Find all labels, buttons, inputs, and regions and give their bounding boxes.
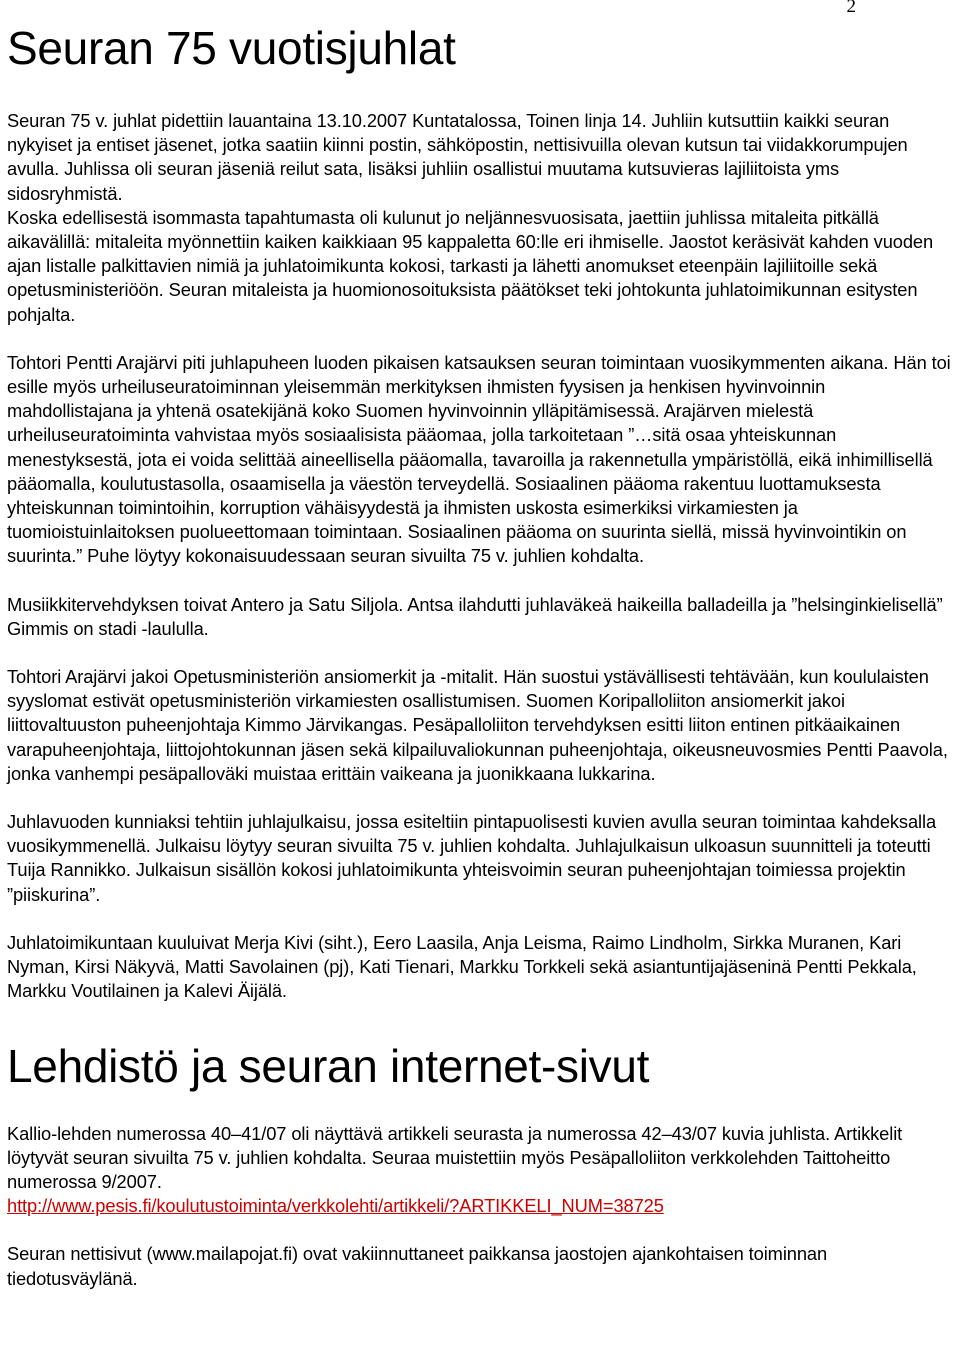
paragraph: Seuran nettisivut (www.mailapojat.fi) ovat vakiinnuttaneet paikkansa jaostojen ajankohtaisen toiminnan tiedotusväylänä. (7, 1243, 828, 1289)
section-heading-press: Lehdistö ja seuran internet-sivut (7, 1039, 650, 1092)
section-heading-anniversary: Seuran 75 vuotisjuhlat (7, 22, 456, 74)
paragraph: Tohtori Pentti Arajärvi piti juhlapuheen luoden pikaisen katsauksen seuran toimintaan vuosikymmenten aikana. Hän toi esille myös urheiluseuratoiminnan yleisemmän merkityksen ihmisten fyysisen ja henkisen hyvinvoinnin mahdollistajana ja yhtenä osatekijänä koko Suomen hyvinvoinnin ylläpitämisessä. Arajärven mielestä urheiluseuratoiminta vahvistaa myös sosiaalisista pääomaa, jolla tarkoitetaan ”…sitä osaa yhteiskunnan menestyksestä, jota ei voida selittää aineellisella pääomalla, tavaroilla ja rakennetulla ympäristöllä, eikä inhimillisellä pääomalla, koulutustasolla, osaamisella ja väestön terveydellä. Sosiaalinen pääoma rakentuu luottamuksesta yhteiskunnan toimintoihin, korruption vähäisyydestä ja ihmisten uskosta esimerkiksi virkamiesten ja tuomioistuinlaitoksen puolueettomaan toimintaan. Sosiaalinen pääoma on suurinta siellä, missä hyvinvointikin on suurinta.” Puhe löytyy kokonaisuudessaan seuran sivuilta 75 v. juhlien kohdalta. (7, 351, 951, 567)
paragraph: Musiikkitervehdyksen toivat Antero ja Satu Siljola. Antsa ilahdutti juhlaväkeä haikeilla balladeilla ja ”helsinginkielisellä” Gimmis on stadi -laululla. (7, 593, 943, 639)
document-body (7, 0, 953, 1291)
paragraph: Juhlavuoden kunniaksi tehtiin juhlajulkaisu, jossa esiteltiin pintapuolisesti kuvien avulla seuran toimintaa kahdeksalla vuosikymmenellä. Julkaisu löytyy seuran sivuilta 75 v. juhlien kohdalta. Juhlajulkaisun ulkoasun suunnitteli ja toteutti Tuija Rannikko. Julkaisun sisällön kokosi juhlatoimikunta yhteisvoimin seuran puheenjohtajan toimiessa projektin ”piiskurina”. (7, 811, 937, 905)
paragraph: Koska edellisestä isommasta tapahtumasta oli kulunut jo neljännesvuosisata, jaettiin juhlissa mitaleita pitkällä aikavälillä: mitaleita myönnettiin kaiken kaikkiaan 95 kappaletta 60:lle eri ihmiselle. Jaostot keräsivät kahden vuoden ajan listalle palkittavien nimiä ja juhlatoimikunta kokosi, tarkasti ja lähetti anomukset eteenpäin lajiliitoille sekä opetusministeriöön. Seuran mitaleista ja huomionosoituksista päätökset teki johtokunta juhlatoimikunnan esitysten pohjalta. (7, 206, 934, 325)
paragraph: Seuran 75 v. juhlat pidettiin lauantaina 13.10.2007 Kuntatalossa, Toinen linja 14. Juhliin kutsuttiin kaikki seuran nykyiset ja entiset jäsenet, jotka saatiin kiinni postin, sähköpostin, nettisivuilla olevan kutsun tai viidakkorumpujen avulla. Juhlissa oli seuran jäseniä reilut sata, lisäksi juhliin osallistui muutama kutsuvieras lajiliitoista yms sidosryhmistä. (7, 110, 908, 204)
section-press-and-website (7, 1039, 953, 1291)
page-number: 2 (846, 0, 856, 17)
paragraph: Tohtori Arajärvi jakoi Opetusministeriön ansiomerkit ja -mitalit. Hän suostui ystävällisesti tehtävään, kun koululaisten syyslomat estivät opetusministeriön virkamiesten osallistumisen. Suomen Koripalloliiton ansiomerkit jakoi liittovaltuuston puheenjohtaja Kimmo Järvikangas. Pesäpalloliiton tervehdyksen esitti liiton entinen pitkäaikainen varapuheenjohtaja, liittojohtokunnan jäsen sekä kilpailuvaliokunnan puheenjohtaja, oikeusneuvosmies Pentti Paavola, jonka vanhempi pesäpalloväki muistaa erittäin vaikeana ja juonikkaana lukkarina. (7, 666, 948, 784)
pesis-article-link[interactable]: http://www.pesis.fi/koulutustoiminta/verkkolehti/artikkeli/?ARTIKKELI_NUM=38725 (7, 1195, 664, 1217)
section-75-anniversary (7, 21, 953, 1004)
paragraph: Juhlatoimikuntaan kuuluivat Merja Kivi (siht.), Eero Laasila, Anja Leisma, Raimo Lindholm, Sirkka Muranen, Kari Nyman, Kirsi Näkyvä, Matti Savolainen (pj), Kati Tienari, Markku Torkkeli sekä asiantuntijajäseninä Pentti Pekkala, Markku Voutilainen ja Kalevi Äijälä. (7, 931, 917, 1002)
paragraph (7, 1122, 953, 1219)
section-paragraphs (7, 109, 953, 1004)
press-text: Kallio-lehden numerossa 40–41/07 oli näyttävä artikkeli seurasta ja numerossa 42–43/07 kuvia juhlista. Artikkelit löytyvät seuran sivuilta 75 v. juhlien kohdalta. Seuraa muistettiin myös Pesäpalloliiton verkkolehden Taittoheitto numerossa 9/2007. (7, 1122, 903, 1192)
section-paragraphs (7, 1122, 953, 1291)
